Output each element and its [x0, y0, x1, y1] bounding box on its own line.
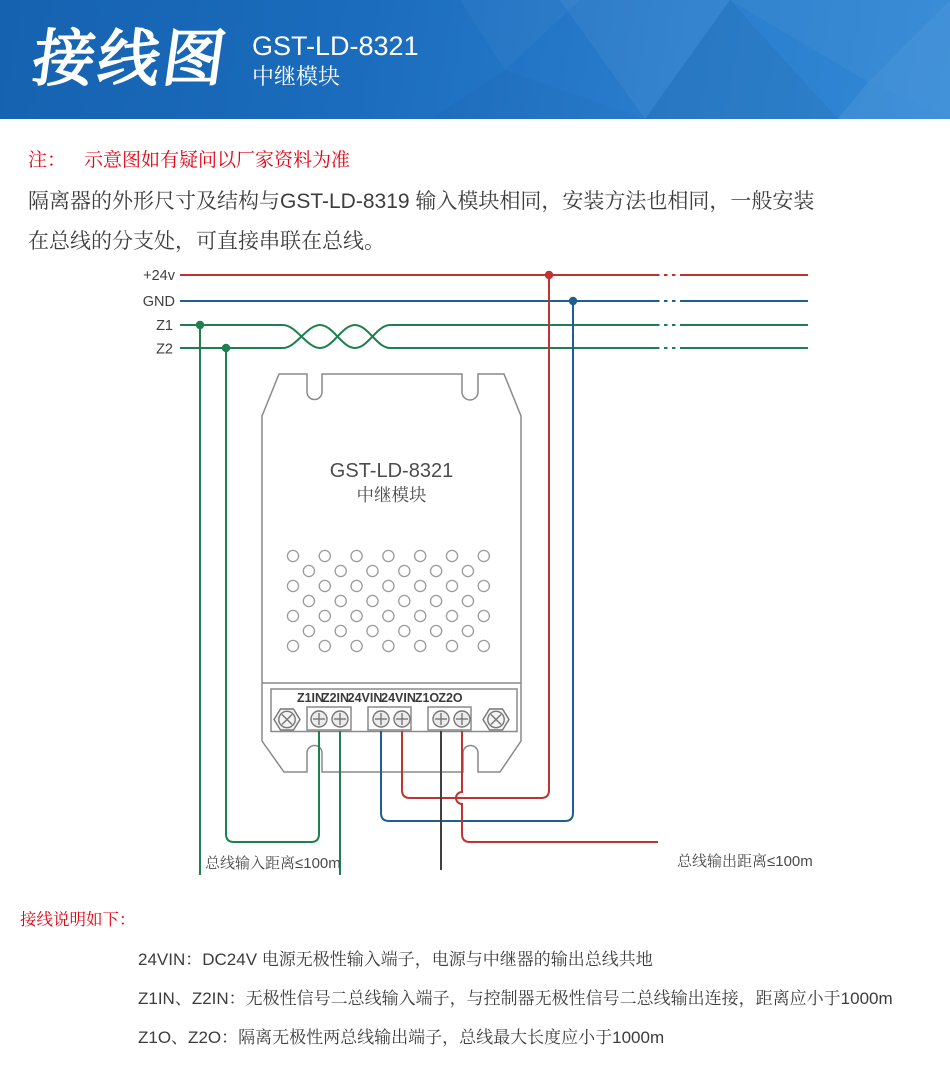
junction-dot-z1 [196, 321, 204, 329]
terminal-label-z1in: Z1IN [296, 691, 325, 705]
bus-label-z1: Z1 [156, 318, 173, 334]
instruction-item-z1in-z2in: Z1IN、Z2IN：无极性信号二总线输入端子，与控制器无极性信号二总线输出连接，距离应小于1000m [138, 989, 893, 1008]
bus-break-gap [656, 265, 680, 360]
bus-label-z2: Z2 [156, 341, 173, 358]
note-warning: 示意图如有疑问以厂家资料为准 [84, 150, 351, 171]
instruction-item-24vin: 24VIN：DC24V 电源无极性输入端子，电源与中继器的输出总线共地 [138, 950, 653, 969]
header-banner [0, 0, 950, 119]
bus-label-gnd: GND [142, 294, 175, 310]
intro-line-1: 隔离器的外形尺寸及结构与GST-LD-8319 输入模块相同，安装方法也相同，一般安装 [28, 190, 815, 213]
intro-paragraph [28, 182, 922, 262]
note-line [28, 145, 922, 172]
wiring-diagram [0, 255, 950, 900]
bus-z2-line [180, 325, 808, 348]
header-subtitle [252, 30, 419, 92]
instructions-heading: 接线说明如下： [20, 911, 136, 929]
page-title: 接线图 [28, 24, 233, 94]
bus-z1-line [180, 325, 808, 348]
intro-line-2: 在总线的分支处，可直接串联在总线。 [28, 230, 385, 253]
gnd-drop-wire [381, 301, 573, 821]
module-outline [262, 374, 521, 772]
module-name-text: 中继模块 [356, 485, 427, 505]
output-distance-label: 总线输出距离≤100m [677, 853, 813, 870]
module-name: 中继模块 [252, 63, 341, 89]
note-label: 注： [28, 150, 67, 171]
terminal-label-24vin1: 24VIN [347, 691, 383, 705]
terminal-label-z1o: Z1O [414, 691, 440, 705]
bus-label-24v: +24v [143, 268, 175, 284]
model-number: GST-LD-8321 [252, 30, 419, 61]
terminal-label-z2o: Z2O [438, 691, 463, 705]
vent-holes [287, 550, 489, 651]
z2o-output-wire [456, 731, 658, 842]
junction-dot-24v [545, 271, 553, 279]
junction-dot-z2 [222, 344, 230, 352]
z2-to-z1in-wire [226, 348, 319, 842]
terminal-label-z2in: Z2IN [321, 691, 350, 705]
input-distance-label: 总线输入距离≤100m [205, 855, 341, 872]
24v-drop-wire [402, 275, 549, 798]
terminal-label-24vin2: 24VIN [381, 691, 416, 705]
ground-wire [180, 301, 808, 821]
instructions-section [0, 898, 950, 1067]
module-model-text: GST-LD-8321 [329, 460, 454, 482]
instruction-item-z1o-z2o: Z1O、Z2O：隔离无极性两总线输出端子，总线最大长度应小于1000m [138, 1028, 665, 1047]
signal-wires [180, 325, 808, 875]
junction-dot-gnd [569, 297, 577, 305]
